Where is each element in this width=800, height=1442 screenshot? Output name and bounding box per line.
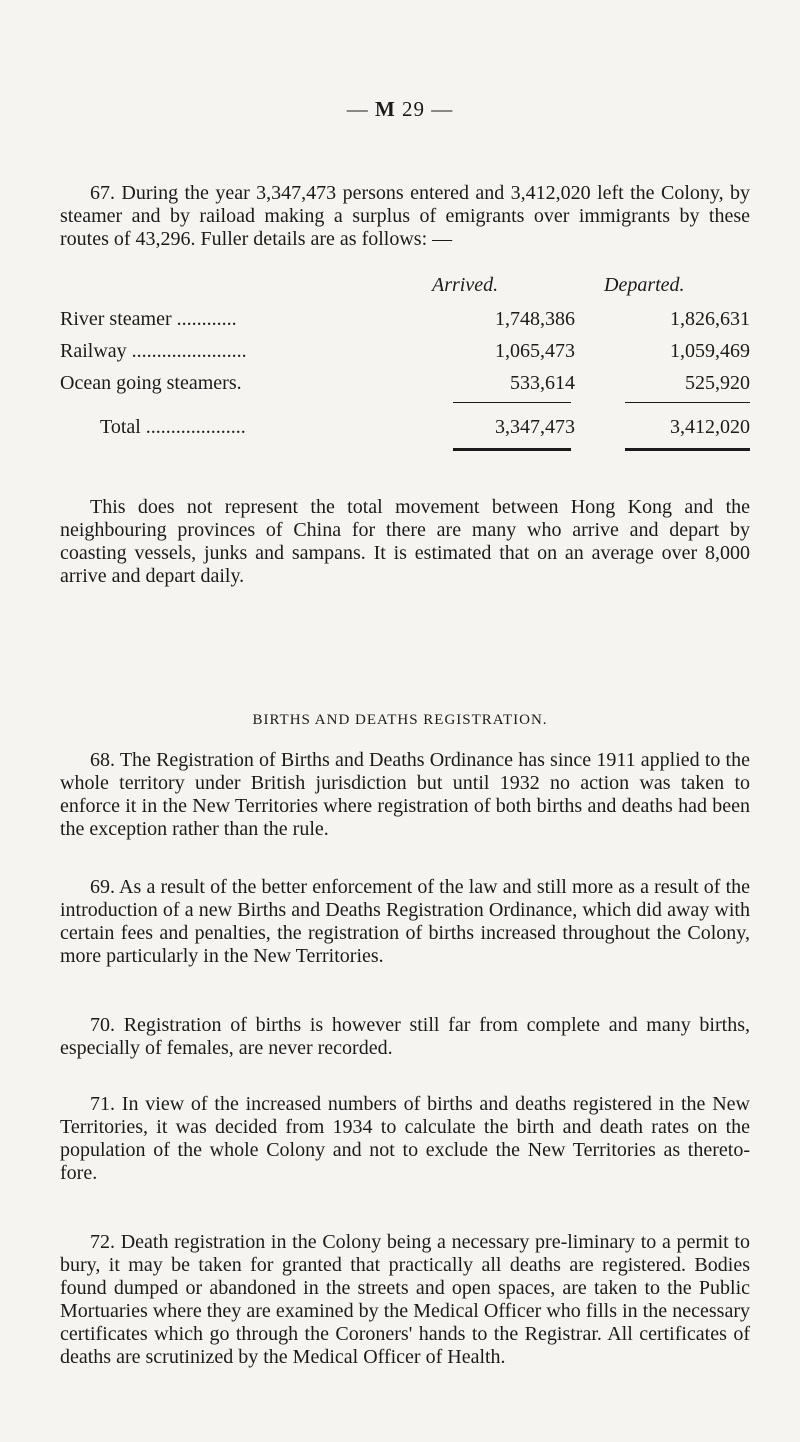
total-rule-departed [625, 448, 750, 451]
total-arrived: 3,347,473 [495, 416, 575, 438]
table-row [60, 340, 750, 364]
col-header-departed: Departed. [604, 274, 685, 296]
subtotal-rule-departed [625, 402, 750, 403]
total-departed: 3,412,020 [670, 416, 750, 438]
paragraph-70: 70. Registration of births is however still far from complete and many births, especially of females, are never recorded. [60, 1014, 750, 1059]
paragraph-72: 72. Death registration in the Colony being a necessary pre-liminary to a permit to bury, it may be taken for granted that practically all deaths are registered. Bodies found dumped or abandoned in the streets and open spaces, are taken to the Public Mortuaries where they are examined by the Medical Officer who fills in the necessary certificates which go through the Coroners' hands to the Registrar. All certificates of deaths are scrutinized by the Medical Officer of Health. [60, 1231, 750, 1368]
total-label: Total .................... [100, 416, 246, 438]
paragraph-69: 69. As a result of the better enforcement of the law and still more as a result of the introduction of a new Births and Deaths Registration Ordinance, which did away with certain fees and penalties, the registration of births increased throughout the Colony, more particularly in the New Territories. [60, 876, 750, 967]
table-row [60, 372, 750, 396]
paragraph-71: 71. In view of the increased numbers of births and deaths registered in the New Territories, it was decided from 1934 to calculate the birth and death rates on the population of the whole Colony and not to exclude the New Territories as thereto-fore. [60, 1093, 750, 1184]
subtotal-rule-arrived [453, 402, 571, 403]
paragraph-67: 67. During the year 3,347,473 persons entered and 3,412,020 left the Colony, by steamer and by raiload making a surplus of emigrants over immigrants by these routes of 43,296. Fuller details are as follows: — [60, 182, 750, 250]
row-label: Railway ....................... [60, 340, 247, 362]
table-total-row [60, 416, 750, 440]
row-label: River steamer ............ [60, 308, 237, 330]
page-header [0, 97, 800, 122]
departed-value: 525,920 [685, 372, 750, 394]
section-title: BIRTHS AND DEATHS REGISTRATION. [252, 712, 548, 728]
col-header-arrived: Arrived. [432, 274, 499, 296]
header-suffix: 29 — [395, 97, 454, 121]
arrived-value: 533,614 [510, 372, 575, 394]
row-label: Ocean going steamers. [60, 372, 242, 394]
header-prefix: — [346, 97, 375, 121]
header-letter: M [374, 97, 396, 121]
total-rule-arrived [453, 448, 571, 451]
paragraph-68: 68. The Registration of Births and Deaths Ordinance has since 1911 applied to the whole territory under British jurisdiction but until 1932 no action was taken to enforce it in the New Territories where registration of both births and deaths had been the exception rather than the rule. [60, 749, 750, 840]
departed-value: 1,059,469 [670, 340, 750, 362]
arrived-value: 1,065,473 [495, 340, 575, 362]
table-row [60, 308, 750, 332]
departed-value: 1,826,631 [670, 308, 750, 330]
arrived-value: 1,748,386 [495, 308, 575, 330]
paragraph-note: This does not represent the total movement between Hong Kong and the neighbouring provinces of China for there are many who arrive and depart by coasting vessels, junks and sampans. It is estimated that on an average over 8,000 arrive and depart daily. [60, 496, 750, 587]
